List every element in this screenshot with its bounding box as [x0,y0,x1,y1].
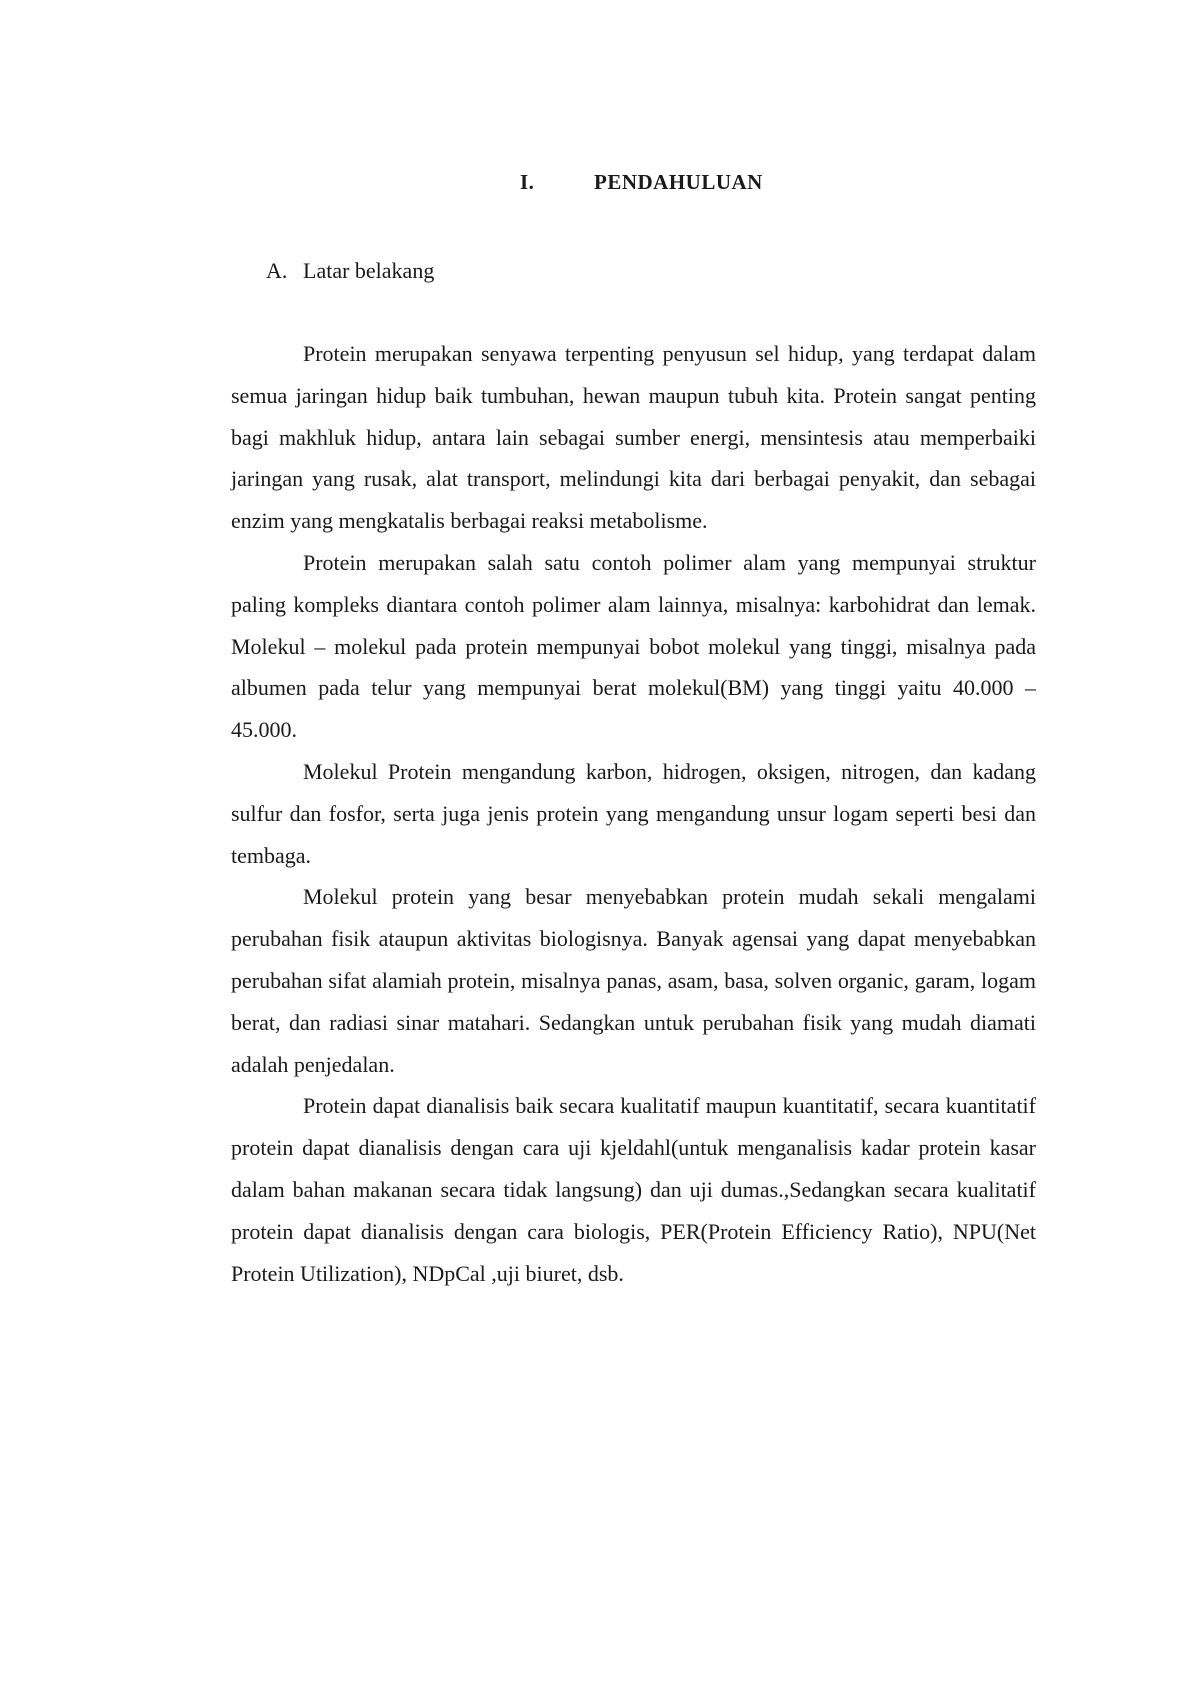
paragraph: Molekul Protein mengandung karbon, hidrogen, oksigen, nitrogen, dan kadang sulfur dan fosfor, serta juga jenis protein yang mengandung unsur logam seperti besi dan tembaga. [231,758,1036,868]
chapter-title: PENDAHULUAN [594,170,763,194]
chapter-heading [0,170,1200,204]
section-title: Latar belakang [303,258,435,283]
paragraph: Protein merupakan salah satu contoh polimer alam yang mempunyai struktur paling kompleks diantara contoh polimer alam lainnya, misalnya: karbohidrat dan lemak. Molekul – molekul pada protein mempunyai bobot molekul yang tinggi, misalnya pada albumen pada telur yang mempunyai berat molekul(BM) yang tinggi yaitu 40.000 – 45.000. [231,549,1036,743]
section-letter: A. [266,258,288,283]
section-heading [266,258,434,292]
body-text [231,333,1036,1294]
paragraph: Protein dapat dianalisis baik secara kualitatif maupun kuantitatif, secara kuantitatif protein dapat dianalisis dengan cara uji kjeldahl(untuk menganalisis kadar protein kasar dalam bahan makanan secara tidak langsung) dan uji dumas.,Sedangkan secara kualitatif protein dapat dianalisis dengan cara biologis, PER(Protein Efficiency Ratio), NPU(Net Protein Utilization), NDpCal ,uji biuret, dsb. [231,1093,1036,1286]
chapter-number: I. [520,170,535,194]
paragraph: Molekul protein yang besar menyebabkan protein mudah sekali mengalami perubahan fisik ataupun aktivitas biologisnya. Banyak agensai yang dapat menyebabkan perubahan sifat alamiah protein, misalnya panas, asam, basa, solven organic, garam, logam berat, dan radiasi sinar matahari. Sedangkan untuk perubahan fisik yang mudah diamati adalah penjedalan. [231,884,1036,1077]
paragraph: Protein merupakan senyawa terpenting penyusun sel hidup, yang terdapat dalam semua jaringan hidup baik tumbuhan, hewan maupun tubuh kita. Protein sangat penting bagi makhluk hidup, antara lain sebagai sumber energi, mensintesis atau memperbaiki jaringan yang rusak, alat transport, melindungi kita dari berbagai penyakit, dan sebagai enzim yang mengkatalis berbagai reaksi metabolisme. [231,341,1036,534]
